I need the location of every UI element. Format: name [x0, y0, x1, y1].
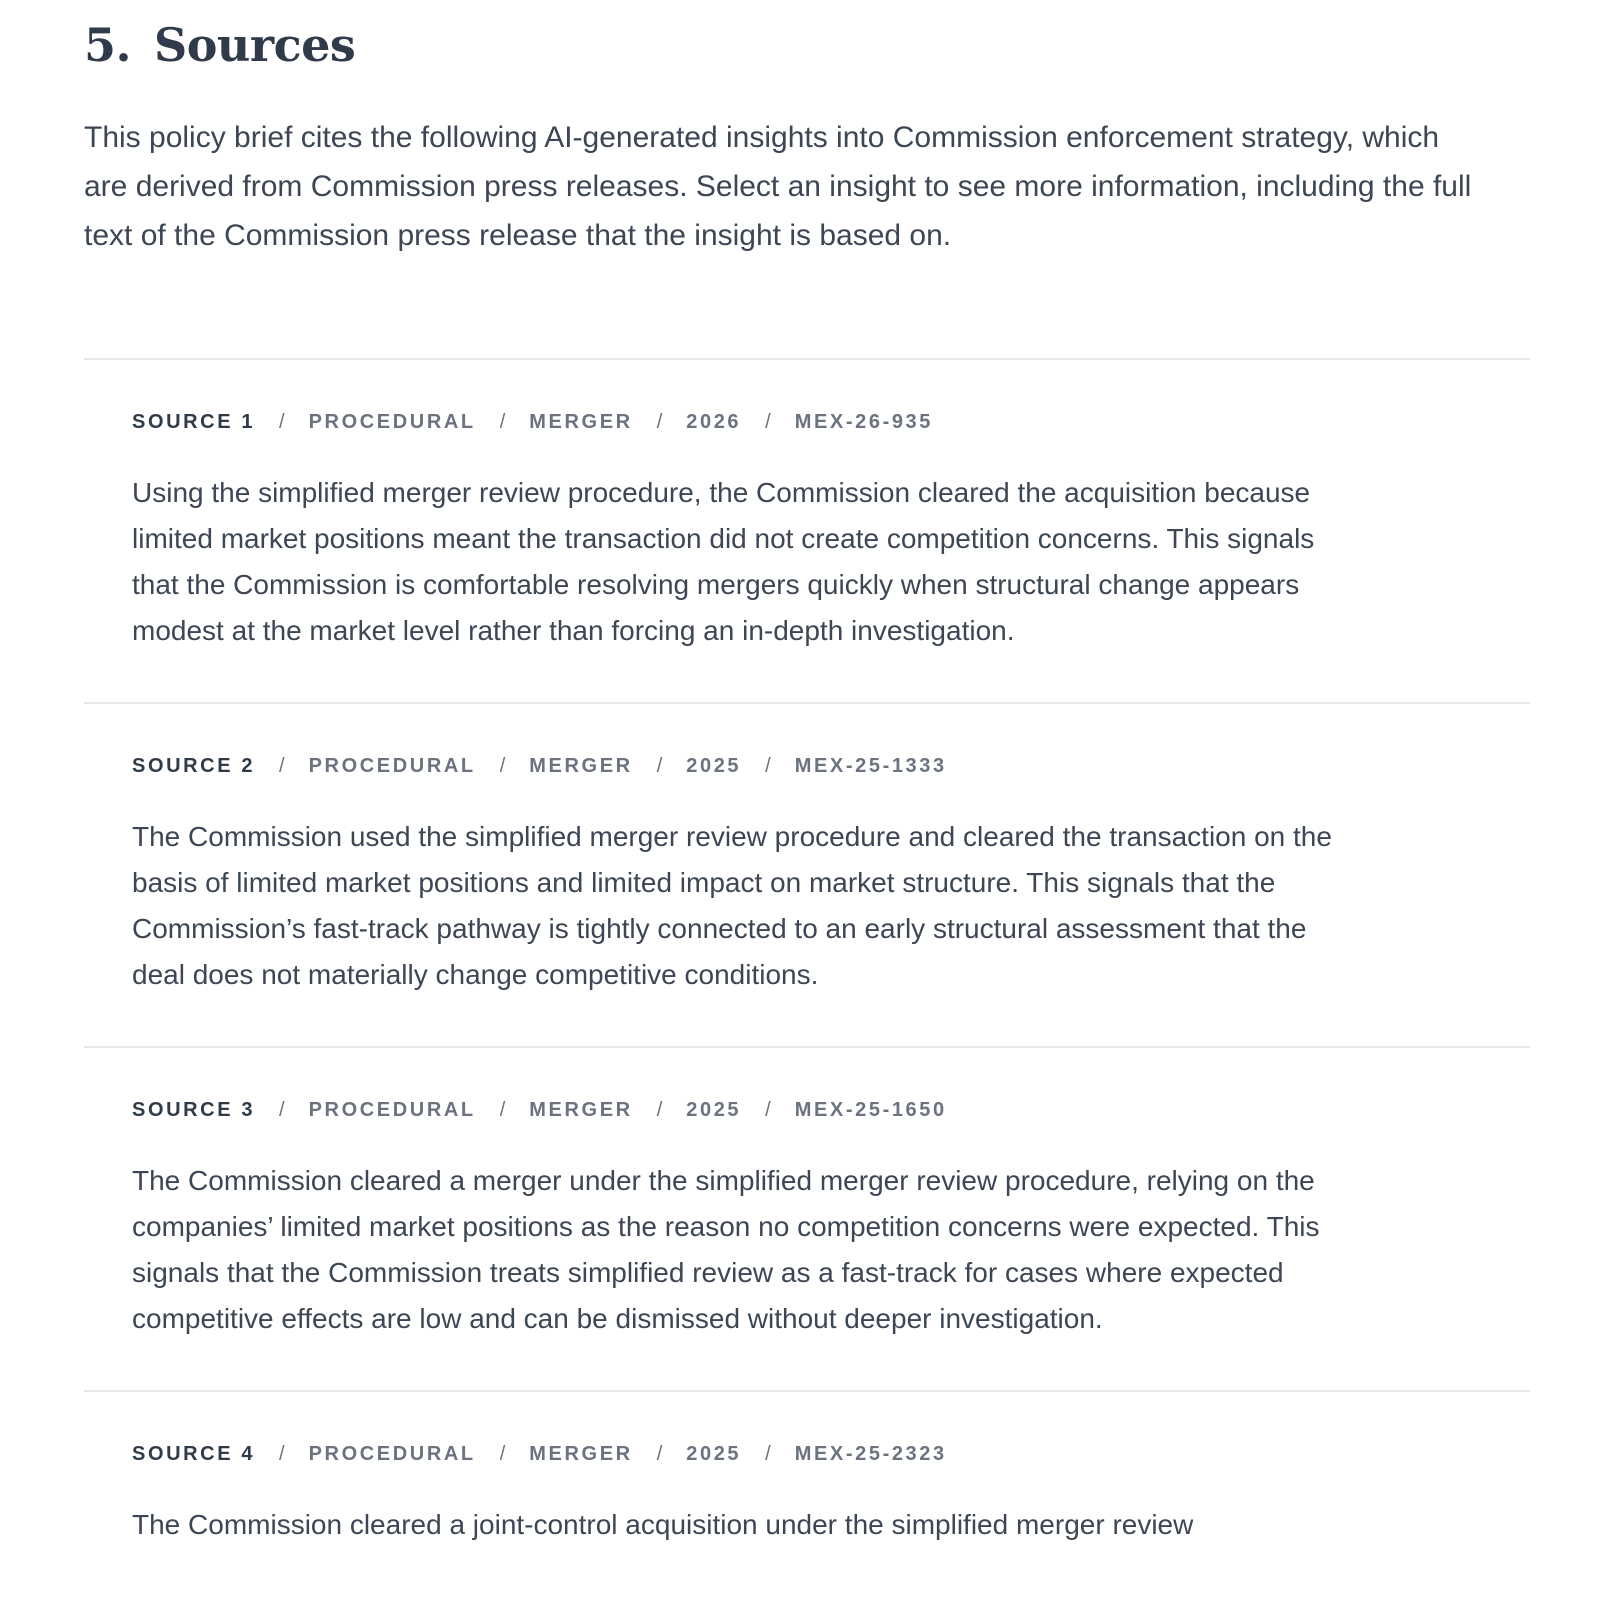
meta-separator: /: [279, 1099, 285, 1121]
meta-separator: /: [765, 1443, 771, 1465]
source-type: MERGER: [529, 1099, 633, 1121]
source-case-id: MEX-25-2323: [794, 1443, 947, 1465]
source-insight-text: The Commission used the simplified merger review procedure and cleared the transaction on the basis of limited market positions and limited impact on market structure. This signals that the Commission’s fast-track pathway is tightly connected to an early structural assessment that the deal does not materially change competitive conditions.: [132, 821, 1332, 990]
source-meta: [132, 1096, 1530, 1124]
source-year: 2025: [686, 755, 742, 777]
meta-separator: /: [656, 1443, 663, 1465]
meta-separator: /: [279, 411, 285, 433]
meta-separator: /: [656, 755, 663, 777]
meta-separator: /: [279, 1443, 285, 1465]
source-label: SOURCE 4: [132, 1443, 256, 1465]
source-meta: [132, 408, 1530, 436]
meta-separator: /: [765, 411, 771, 433]
source-category: PROCEDURAL: [308, 1099, 476, 1121]
meta-separator: /: [656, 1099, 663, 1121]
source-case-id: MEX-26-935: [794, 411, 933, 433]
meta-separator: /: [499, 1099, 506, 1121]
meta-separator: /: [499, 411, 506, 433]
source-category: PROCEDURAL: [308, 755, 476, 777]
section-intro: This policy brief cites the following AI-generated insights into Commission enforcement strategy, which are derived from Commission press releases. Select an insight to see more information, including the full text of the Commission press release that the insight is based on.: [84, 121, 1472, 252]
source-meta: [132, 752, 1530, 780]
source-type: MERGER: [529, 1443, 633, 1465]
source-type: MERGER: [529, 755, 633, 777]
meta-separator: /: [499, 1443, 506, 1465]
source-item-1[interactable]: [84, 358, 1530, 702]
source-label: SOURCE 2: [132, 755, 256, 777]
source-label: SOURCE 1: [132, 411, 256, 433]
source-insight-text: The Commission cleared a merger under the simplified merger review procedure, relying on the companies’ limited market positions as the reason no competition concerns were expected. This signals that the Commission treats simplified review as a fast-track for cases where expected competitive effects are low and can be dismissed without deeper investigation.: [132, 1165, 1320, 1334]
source-insight-text: The Commission cleared a joint-control acquisition under the simplified merger review: [132, 1509, 1194, 1540]
source-category: PROCEDURAL: [308, 411, 476, 433]
source-year: 2025: [686, 1443, 742, 1465]
meta-separator: /: [765, 1099, 771, 1121]
meta-separator: /: [656, 411, 663, 433]
source-case-id: MEX-25-1333: [794, 755, 947, 777]
source-year: 2026: [686, 411, 742, 433]
source-type: MERGER: [529, 411, 633, 433]
source-item-3[interactable]: [84, 1046, 1530, 1390]
meta-separator: /: [279, 755, 285, 777]
meta-separator: /: [499, 755, 506, 777]
source-label: SOURCE 3: [132, 1099, 256, 1121]
source-item-4[interactable]: [84, 1390, 1530, 1596]
source-year: 2025: [686, 1099, 742, 1121]
source-list: [84, 358, 1530, 1596]
section-number: 5.: [84, 18, 132, 72]
meta-separator: /: [765, 755, 771, 777]
source-item-2[interactable]: [84, 702, 1530, 1046]
section-heading: [84, 18, 355, 73]
section-title: Sources: [154, 18, 356, 72]
source-meta: [132, 1440, 1530, 1468]
source-category: PROCEDURAL: [308, 1443, 476, 1465]
source-case-id: MEX-25-1650: [794, 1099, 947, 1121]
source-insight-text: Using the simplified merger review procedure, the Commission cleared the acquisition because limited market positions meant the transaction did not create competition concerns. This signals that the Commission is comfortable resolving mergers quickly when structural change appears modest at the market level rather than forcing an in-depth investigation.: [132, 477, 1315, 646]
